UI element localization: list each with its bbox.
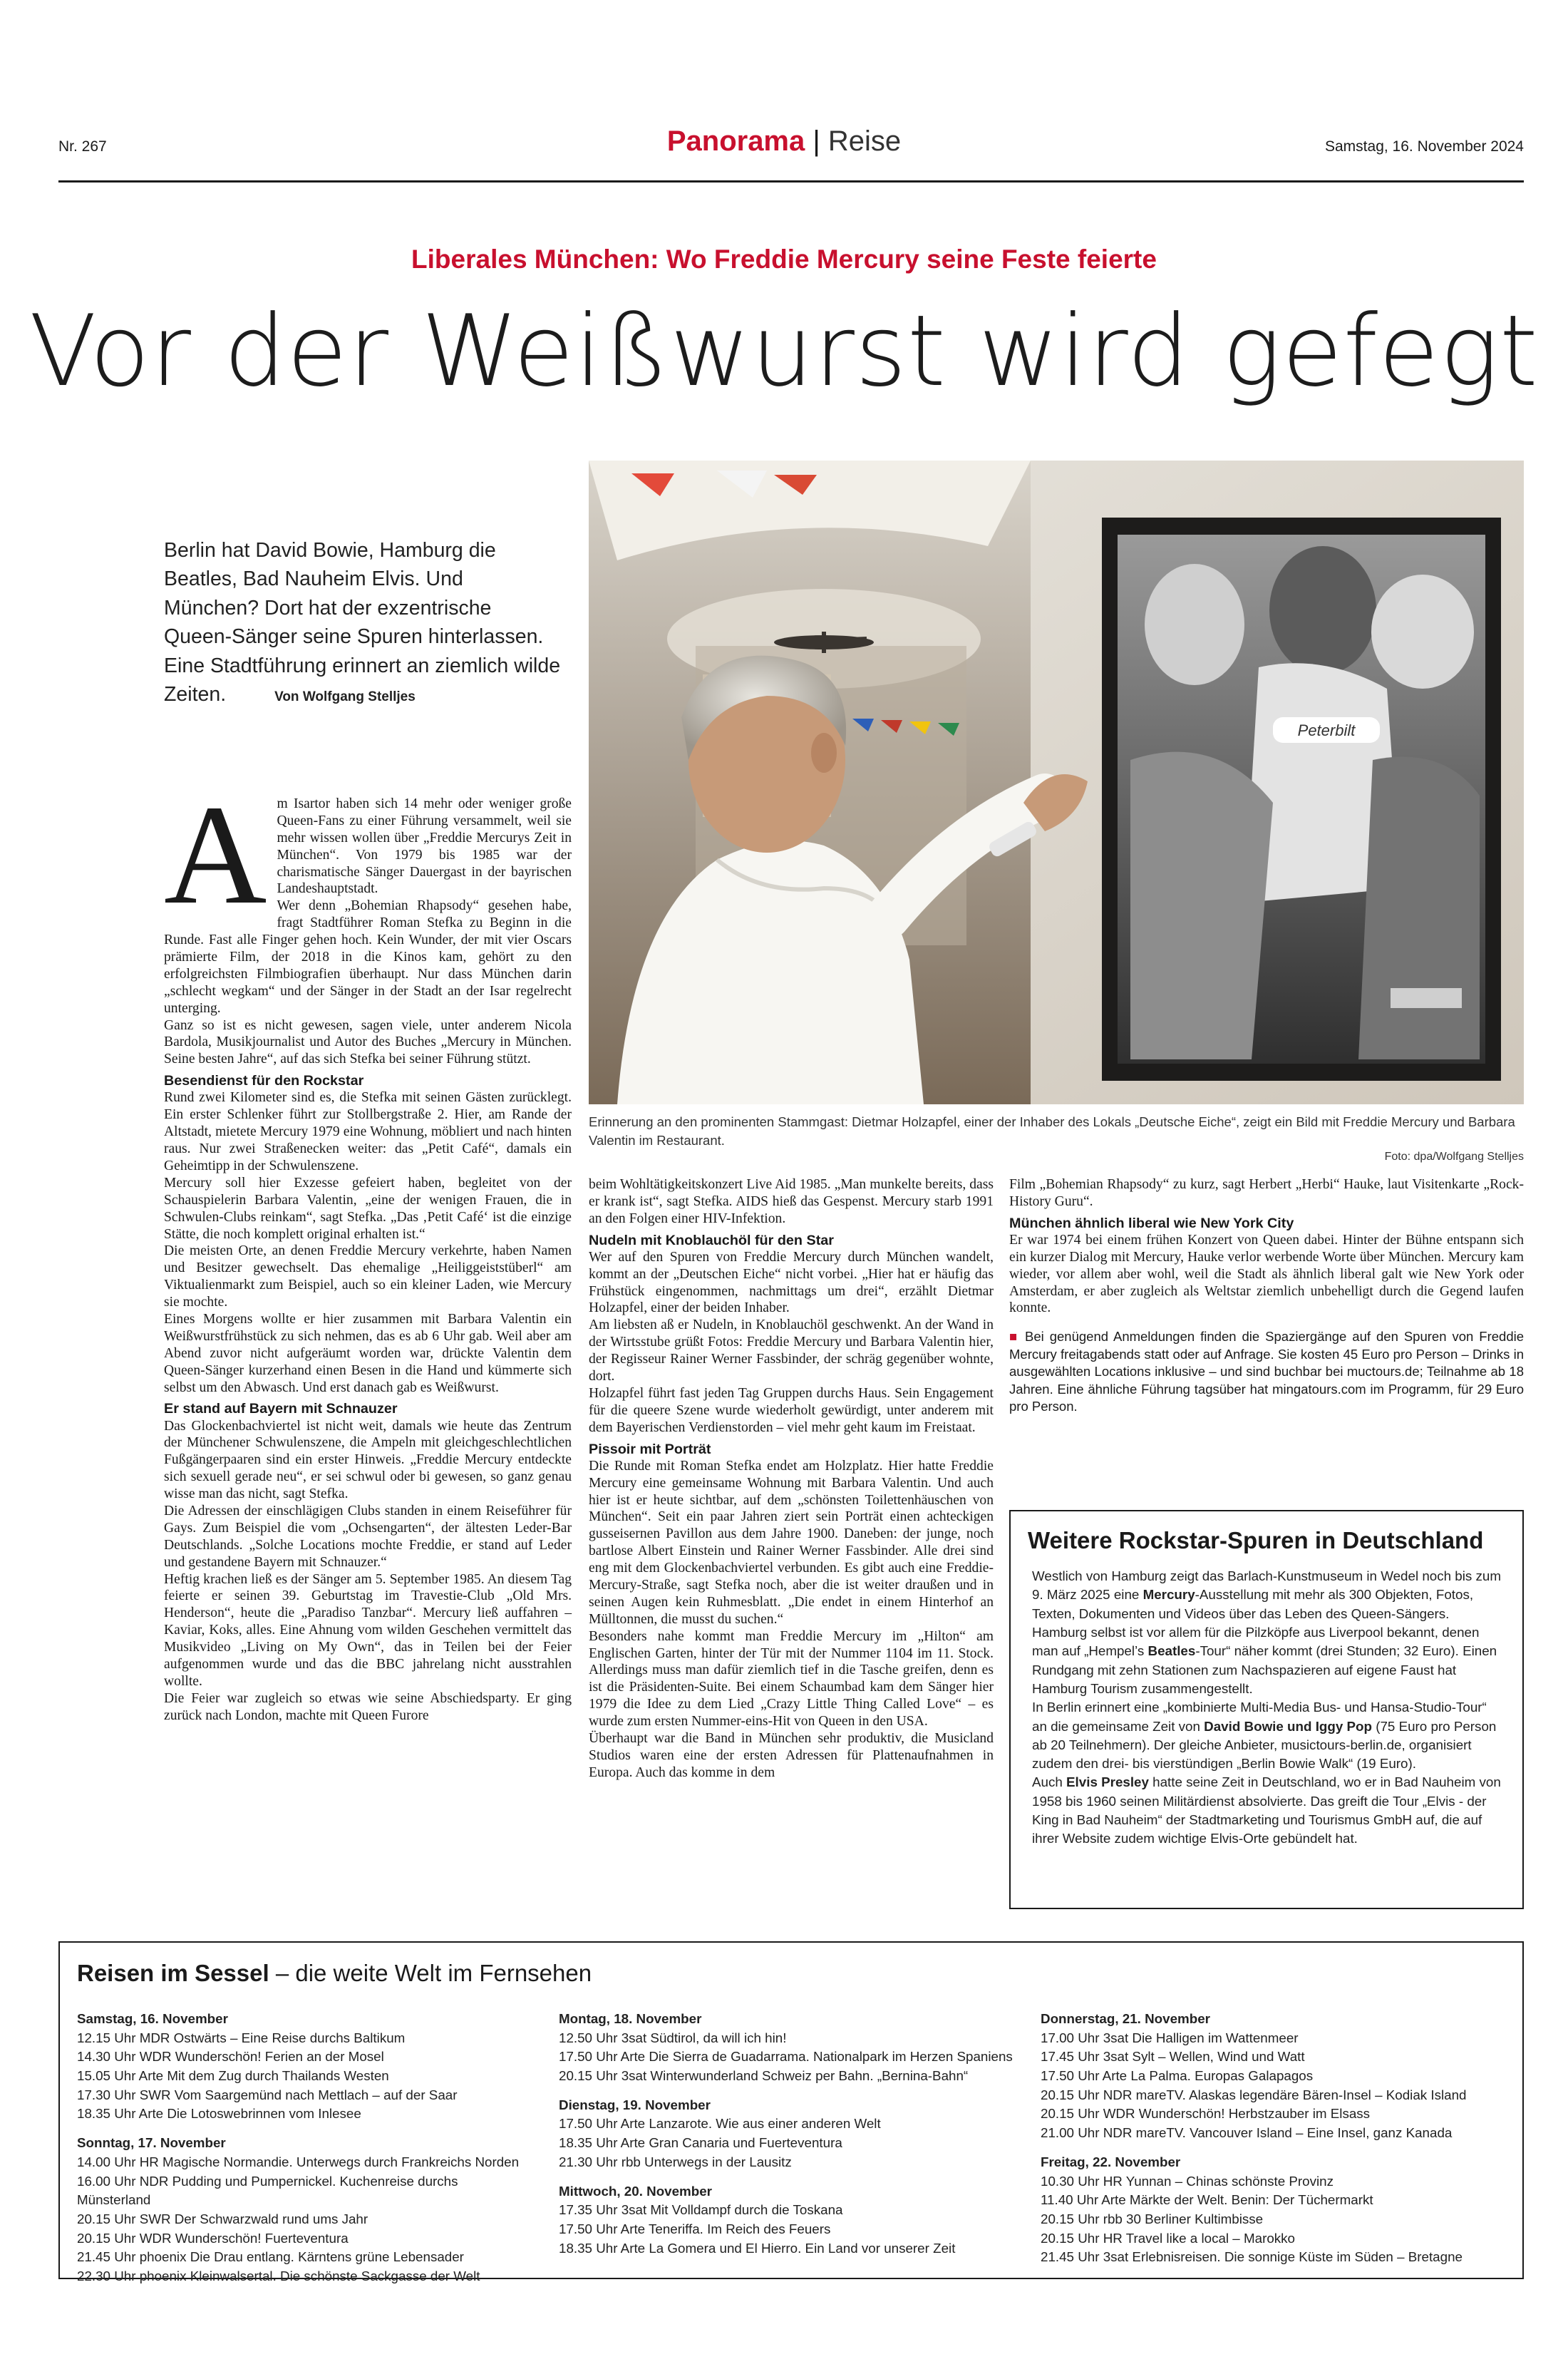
subheading: Nudeln mit Knoblauchöl für den Star <box>589 1232 834 1248</box>
tv-listing-item: 17.50 Uhr Arte Lanzarote. Wie aus einer anderen Welt <box>559 2116 881 2132</box>
tour-info-note <box>1009 1328 1524 1415</box>
caption-text: Erinnerung an den prominenten Stammgast: Dietmar Holzapfel, einer der Inhaber des Lokals „Deutsche Eiche“, zeigt ein Bild mit Freddie Mercury und Barbara Valentin im Restaurant. <box>589 1114 1515 1148</box>
tv-listing-item: 17.35 Uhr 3sat Mit Volldampf durch die Toskana <box>559 2202 843 2218</box>
paragraph: Mercury soll hier Exzesse gefeiert haben, begleitet von der Schauspielerin Barbara Valentin, „eine der wenigen Frauen, die in Schwulen-Clubs reinkam“, sagt Stefka. „Das ‚Petit Café‘ ist die einzige Stätte, die noch komplett original erhalten ist.“ <box>164 1175 572 1242</box>
paragraph: Wer auf den Spuren von Freddie Mercury durch München wandelt, kommt an der „Deutschen Eiche“ nicht vorbei. „Hier hat er häufig das Frühstück eingenommen, nachmittags um drei“, erzählt Dietmar Holzapfel, einer der beiden Inhaber. <box>589 1249 994 1316</box>
tv-day-heading: Dienstag, 19. November <box>559 2097 711 2112</box>
tv-listing-item: 17.50 Uhr Arte Teneriffa. Im Reich des Feuers <box>559 2221 831 2236</box>
box-highlight: Beatles <box>1147 1643 1196 1659</box>
subheading: Er stand auf Bayern mit Schnauzer <box>164 1401 398 1417</box>
lead-text: Berlin hat David Bowie, Hamburg die Beatles, Bad Nauheim Elvis. Und München? Dort hat der exzentrische Queen-Sänger seine Spuren hinterlassen. Eine Stadtführung erinnert an ziemlich wilde Zeiten. <box>164 539 561 706</box>
paragraph: Die Feier war zugleich so etwas wie seine Abschiedsparty. Er ging zurück nach London, machte mit Queen Furore <box>164 1690 572 1723</box>
box-text: hatte seine Zeit in Deutschland, wo er in Bad Nauheim von 1958 bis 1960 seinen Militärdienst absolvierte. Das greift die Tour „Elvis - der King in Bad Nauheim“ der Stadtmarketing und Tourismus GmbH auf, die auf ihrer Website zudem wichtige Elvis-Orte gebündelt hat. <box>1032 1774 1501 1846</box>
paragraph: Eines Morgens wollte er hier zusammen mit Barbara Valentin ein Weißwurstfrühstück zu sich nehmen, das es ab 6 Uhr gab. Weil aber am Abend zuvor nicht aufgeräumt worden war, drückte Valentin dem Queen-Sänger kurzerhand einen Besen in die Hand und kümmerte sich selbst um den Abwasch. Und erst danach gab es Weißwurst. <box>164 1311 572 1395</box>
subheading: Besendienst für den Rockstar <box>164 1073 364 1089</box>
issue-number: Nr. 267 <box>58 138 107 155</box>
subheading: München ähnlich liberal wie New York City <box>1009 1215 1294 1231</box>
article-lead <box>164 536 563 709</box>
box-text: Westlich von Hamburg zeigt das Barlach-Kunstmuseum in Wedel noch bis zum 9. März 2025 eine <box>1032 1568 1501 1603</box>
tv-listing-item: 20.15 Uhr SWR Der Schwarzwald rund ums Jahr <box>77 2211 368 2226</box>
tv-listing-item: 22.30 Uhr phoenix Kleinwalsertal. Die schönste Sackgasse der Welt <box>77 2268 480 2283</box>
article-photo <box>589 461 1524 1104</box>
tv-day-heading: Mittwoch, 20. November <box>559 2183 712 2199</box>
paragraph: Wer denn „Bohemian Rhapsody“ gesehen habe, fragt Stadtführer Roman Stefka zu Beginn in die Runde. Fast alle Finger gehen hoch. Kein Wunder, der mit vier Oscars prämierte Film, der 2018 in die Kinos kam, gehört zu den erfolgreichsten Filmbiografien überhaupt. Nur dass München darin „schlecht wegkam“ und der Sänger in der Stadt an der Isar regelrecht unterging. <box>164 898 572 1016</box>
tv-column-1 <box>77 2010 533 2286</box>
paragraph: Besonders nahe kommt man Freddie Mercury im „Hilton“ am Englischen Garten, hinter der Tür mit der Nummer 1104 im 11. Stock. Allerdings muss man dafür ziemlich tief in die Tasche greifen, denn es ist die Präsidenten-Suite. Bei einem Schaumbad kam dem Sänger hier 1979 die Idee zu dem Lied „Crazy Little Thing Called Love“ – es wurde zum ersten Nummer-eins-Hit von Queen in den USA. <box>589 1628 994 1730</box>
issue-date: Samstag, 16. November 2024 <box>1325 138 1524 155</box>
article-headline: Vor der Weißwurst wird gefegt <box>29 294 1539 409</box>
rockstar-box <box>1009 1510 1524 1909</box>
tv-listing-item: 17.30 Uhr SWR Vom Saargemünd nach Mettlach – auf der Saar <box>77 2087 458 2102</box>
tv-day-heading: Sonntag, 17. November <box>77 2135 226 2151</box>
section-sub: Reise <box>827 125 902 157</box>
tv-listing-item: 12.15 Uhr MDR Ostwärts – Eine Reise durchs Baltikum <box>77 2030 406 2045</box>
paragraph: Die Runde mit Roman Stefka endet am Holzplatz. Hier hatte Freddie Mercury eine gemeinsame Wohnung mit Barbara Valentin. Und auch hier ist er heute sichtbar, auf dem „schönsten Toilettenhäuschen von München“. Seit ein paar Jahren ziert sein Porträt einen achteckigen gusseisernen Pavillon aus dem Jahre 1900. Daneben: der junge, noch bartlose Albert Einstein und Rainer Werner Fassbinder. Alle drei sind eng mit dem Glockenbachviertel verbunden. Es gibt auch eine Freddie-Mercury-Straße, sagt Stefka noch, aber die ist weiter draußen und in seinen Augen kein Ruhmesblatt. „Die endet in einem Hinterhof an Mülltonnen, die musst du suchen.“ <box>589 1458 994 1627</box>
photo-credit: Foto: dpa/Wolfgang Stelljes <box>1384 1151 1524 1163</box>
paragraph: beim Wohltätigkeitskonzert Live Aid 1985. „Man munkelte bereits, dass er krank ist“, sagt Stefka. AIDS hieß das Gespenst. Mercury starb 1991 an den Folgen einer HIV-Infektion. <box>589 1177 994 1226</box>
photo-caption <box>589 1113 1524 1165</box>
tv-day-heading: Donnerstag, 21. November <box>1041 2011 1210 2026</box>
tv-listing-item: 18.35 Uhr Arte Die Lotoswebrinnen vom Inlesee <box>77 2106 361 2122</box>
tv-listing-item: 14.30 Uhr WDR Wunderschön! Ferien an der Mosel <box>77 2049 384 2065</box>
box-text: (75 Euro pro Person ab 20 Teilnehmern). Der gleiche Anbieter, musictours-berlin.de, organisiert zudem den drei- bis vierstündigen „Berlin Bowie Walk“ (19 Euro). <box>1032 1718 1497 1772</box>
tv-listing-item: 17.50 Uhr Arte La Palma. Europas Galapagos <box>1041 2068 1314 2084</box>
box-highlight: David Bowie und Iggy Pop <box>1204 1718 1372 1734</box>
header-rule <box>58 180 1524 183</box>
byline: Von Wolfgang Stelljes <box>274 689 416 705</box>
tv-listing-item: 20.15 Uhr 3sat Winterwunderland Schweiz per Bahn. „Bernina-Bahn“ <box>559 2068 969 2084</box>
tv-listing-item: 20.15 Uhr HR Travel like a local – Marokko <box>1041 2230 1295 2246</box>
tv-listing-item: 14.00 Uhr HR Magische Normandie. Unterwegs durch Frankreichs Norden <box>77 2154 520 2169</box>
box-paragraph <box>1032 1773 1501 1848</box>
tv-listing-item: 20.15 Uhr rbb 30 Berliner Kultimbisse <box>1041 2211 1264 2226</box>
paragraph: Rund zwei Kilometer sind es, die Stefka mit seinen Gästen zurücklegt. Ein erster Schlenker führt zur Stollbergstraße 2. Hier, am Rande der Altstadt, mietete Mercury 1979 eine Wohnung, möbliert und nach hinten raus. Nur zwei Straßenecken weiter: das „Petit Café“, damals ein Geheimtipp in der Schwulenszene. <box>164 1090 572 1173</box>
paragraph: Heftig krachen ließ es der Sänger am 5. September 1985. An diesem Tag feierte er seinen 39. Geburtstag im Travestie-Club „Old Mrs. Henderson“, heute die „Paradiso Tanzbar“. Mercury ließ auffahren – Kaviar, Koks, alles. Eine Ahnung vom wilden Geschehen vermittelt das Musikvideo „Living on My Own“, das in Teilen bei der Feier aufgenommen wurde und das die BBC jahrelang nicht ausstrahlen wollte. <box>164 1571 572 1689</box>
tv-column-2 <box>559 2010 1015 2258</box>
paragraph: Das Glockenbachviertel ist nicht weit, damals wie heute das Zentrum der Münchener Schwulenszene, die Ampeln mit gleichgeschlechtlichen Fußgängerpaaren sind ein erster Hinweis. „Freddie Mercury entdeckte sich sexuell gerade neu“, er sei schwul oder bi gewesen, so ganz genau wisse man das nicht, sagt Stefka. <box>164 1418 572 1502</box>
box-text: Auch <box>1032 1774 1067 1790</box>
tv-listing-item: 10.30 Uhr HR Yunnan – Chinas schönste Provinz <box>1041 2173 1334 2189</box>
tv-listing-item: 20.15 Uhr WDR Wunderschön! Fuerteventura <box>77 2230 349 2246</box>
article-column-1 <box>164 776 572 1725</box>
paragraph: Holzapfel führt fast jeden Tag Gruppen durchs Haus. Sein Engagement für die queere Szene wurde wiederholt gewürdigt, unter anderem mit dem Bayerischen Verdienstorden – viel mehr geht kaum im Freistaat. <box>589 1385 994 1435</box>
box-text: -Tour“ näher kommt (drei Stunden; 32 Euro). Einen Rundgang mit zehn Stationen zum Nachspazieren auf eigene Faust hat Hamburg Tourism zusammengestellt. <box>1032 1643 1497 1696</box>
section-main: Panorama <box>666 125 805 157</box>
tv-listing-item: 12.50 Uhr 3sat Südtirol, da will ich hin! <box>559 2030 787 2045</box>
article-column-3 <box>1009 1176 1524 1415</box>
tv-listing-item: 20.15 Uhr WDR Wunderschön! Herbstzauber im Elsass <box>1041 2106 1371 2122</box>
box-text: Hamburg selbst ist vor allem für die Pilzköpfe aus Liverpool bekannt, denen man auf „Hempel’s <box>1032 1624 1480 1659</box>
paragraph: Ganz so ist es nicht gewesen, sagen viele, unter anderem Nicola Bardola, Musikjournalist und Autor des Buches „Mercury in München. Seine besten Jahre“, auf das sich Stefka bei seiner Führung stützt. <box>164 1017 572 1067</box>
tv-listing-item: 17.00 Uhr 3sat Die Halligen im Wattenmeer <box>1041 2030 1299 2045</box>
tv-listing-item: 21.30 Uhr rbb Unterwegs in der Lausitz <box>559 2154 792 2169</box>
tv-listing-item: 11.40 Uhr Arte Märkte der Welt. Benin: Der Tüchermarkt <box>1041 2192 1373 2208</box>
paragraph: Die Adressen der einschlägigen Clubs standen in einem Reiseführer für Gays. Zum Beispiel die vom „Ochsengarten“, der ältesten Leder-Bar Deutschlands. „Solche Locations mochte Freddie, er stand auf Leder und gestandene Bayern mit Schnauzer.“ <box>164 1504 572 1570</box>
paragraph: Überhaupt war die Band in München sehr produktiv, die Musicland Studios waren eine der ersten Adressen für Plattenaufnahmen in Europa. Auch das komme in dem <box>589 1731 994 1780</box>
box-title: Weitere Rockstar-Spuren in Deutschland <box>1028 1527 1484 1553</box>
tv-listing-item: 16.00 Uhr NDR Pudding und Pumpernickel. Kuchenreise durchs Münsterland <box>77 2173 458 2208</box>
box-body <box>1032 1567 1501 1849</box>
tv-listings <box>58 1941 1524 2283</box>
tv-listing-item: 20.15 Uhr NDR mareTV. Alaskas legendäre Bären-Insel – Kodiak Island <box>1041 2087 1467 2102</box>
tv-day-heading: Samstag, 16. November <box>77 2011 228 2026</box>
section-separator: | <box>813 125 820 157</box>
paragraph: Er war 1974 bei einem frühen Konzert von Queen dabei. Hinter der Bühne entspann sich ein kurzer Dialog mit Mercury, Hauke verlor werbende Worte über München. Mercury kam wieder, vor allem aber wohl, weil die Stadt als ähnlich liberal galt wie New York oder Amsterdam, er aber zugleich als Weltstar ziemlich unbehelligt durch die Gegend laufen konnte. <box>1009 1232 1524 1316</box>
photo-sign-text: Peterbilt <box>1297 721 1356 739</box>
tv-listing-item: 21.00 Uhr NDR mareTV. Vancouver Island – Eine Insel, ganz Kanada <box>1041 2125 1453 2141</box>
tv-listing-item: 18.35 Uhr Arte Gran Canaria und Fuerteventura <box>559 2135 842 2151</box>
subheading: Pissoir mit Porträt <box>589 1441 711 1457</box>
paragraph: Film „Bohemian Rhapsody“ zu kurz, sagt Herbert „Herbi“ Hauke, laut Visitenkarte „Rock-History Guru“. <box>1009 1177 1524 1209</box>
tv-column-3 <box>1041 2010 1497 2267</box>
tv-title-bold: Reisen im Sessel <box>77 1960 269 1986</box>
tv-listing-item: 15.05 Uhr Arte Mit dem Zug durch Thailands Westen <box>77 2068 389 2084</box>
photo-illustration <box>589 461 1524 1104</box>
tv-listing-item: 17.45 Uhr 3sat Sylt – Wellen, Wind und Watt <box>1041 2049 1305 2065</box>
note-text: Bei genügend Anmeldungen finden die Spaziergänge auf den Spuren von Freddie Mercury freitagabends statt oder auf Anfrage. Sie kosten 45 Euro pro Person – Drinks in ausgewählten Locations inklusive – und sind buchbar bei muctours.de; Teilnahme ab 18 Jahren. Eine ähnliche Führung tagsüber hat mingatours.com im Programm, für 29 Euro pro Person. <box>1009 1329 1525 1414</box>
tv-day-heading: Montag, 18. November <box>559 2011 702 2026</box>
tv-day-heading: Freitag, 22. November <box>1041 2154 1181 2169</box>
box-paragraph <box>1032 1567 1501 1623</box>
box-text: In Berlin erinnert eine „kombinierte Multi-Media Bus- und Hansa-Studio-Tour“ an die gemeinsame Zeit von <box>1032 1700 1487 1734</box>
tv-listing-item: 21.45 Uhr 3sat Erlebnisreisen. Die sonnige Küste im Süden – Bretagne <box>1041 2249 1463 2265</box>
article-kicker: Liberales München: Wo Freddie Mercury seine Feste feierte <box>411 245 1157 274</box>
note-marker: ■ <box>1009 1329 1020 1345</box>
tv-listing-item: 17.50 Uhr Arte Die Sierra de Guadarrama. Nationalpark im Herzen Spaniens <box>559 2049 1013 2065</box>
box-text: -Ausstellung mit mehr als 300 Objekten, Fotos, Texten, Dokumenten und Videos über das Leben des Queen-Sängers. <box>1032 1587 1474 1621</box>
article-column-2 <box>589 1176 994 1782</box>
paragraph: m Isartor haben sich 14 mehr oder weniger große Queen-Fans zu einer Führung versammelt, weil sie mehr wissen wollen über „Freddie Mercurys Zeit in München“. Von 1979 bis 1985 war der charismatische Sänger Dauergast in der bayrischen Landeshauptstadt. <box>277 796 572 897</box>
paragraph: Die meisten Orte, an denen Freddie Mercury verkehrte, haben Namen und Besitzer gewechselt. Das ehemalige „Heiliggeiststüberl“ am Viktualienmarkt zum Beispiel, auch so ein kleiner Laden, wie Mercury sie mochte. <box>164 1243 572 1310</box>
box-highlight: Mercury <box>1143 1587 1195 1603</box>
box-highlight: Elvis Presley <box>1066 1774 1149 1790</box>
dropcap: A <box>164 776 267 934</box>
tv-listing-item: 21.45 Uhr phoenix Die Drau entlang. Kärntens grüne Lebensader <box>77 2249 464 2265</box>
tv-title-rest: – die weite Welt im Fernsehen <box>269 1960 592 1986</box>
tv-listing-item: 18.35 Uhr Arte La Gomera und El Hierro. Ein Land vor unserer Zeit <box>559 2240 956 2256</box>
box-paragraph <box>1032 1698 1501 1773</box>
box-paragraph <box>1032 1623 1501 1698</box>
paragraph: Am liebsten aß er Nudeln, in Knoblauchöl geschwenkt. An der Wand in der Wirtsstube grüßt Fotos: Freddie Mercury und Barbara Valentin hier, der Regisseur Rainer Werner Fassbinder, der schräg gegenüber wohnte, dort. <box>589 1317 994 1384</box>
tv-title <box>77 1960 592 1987</box>
